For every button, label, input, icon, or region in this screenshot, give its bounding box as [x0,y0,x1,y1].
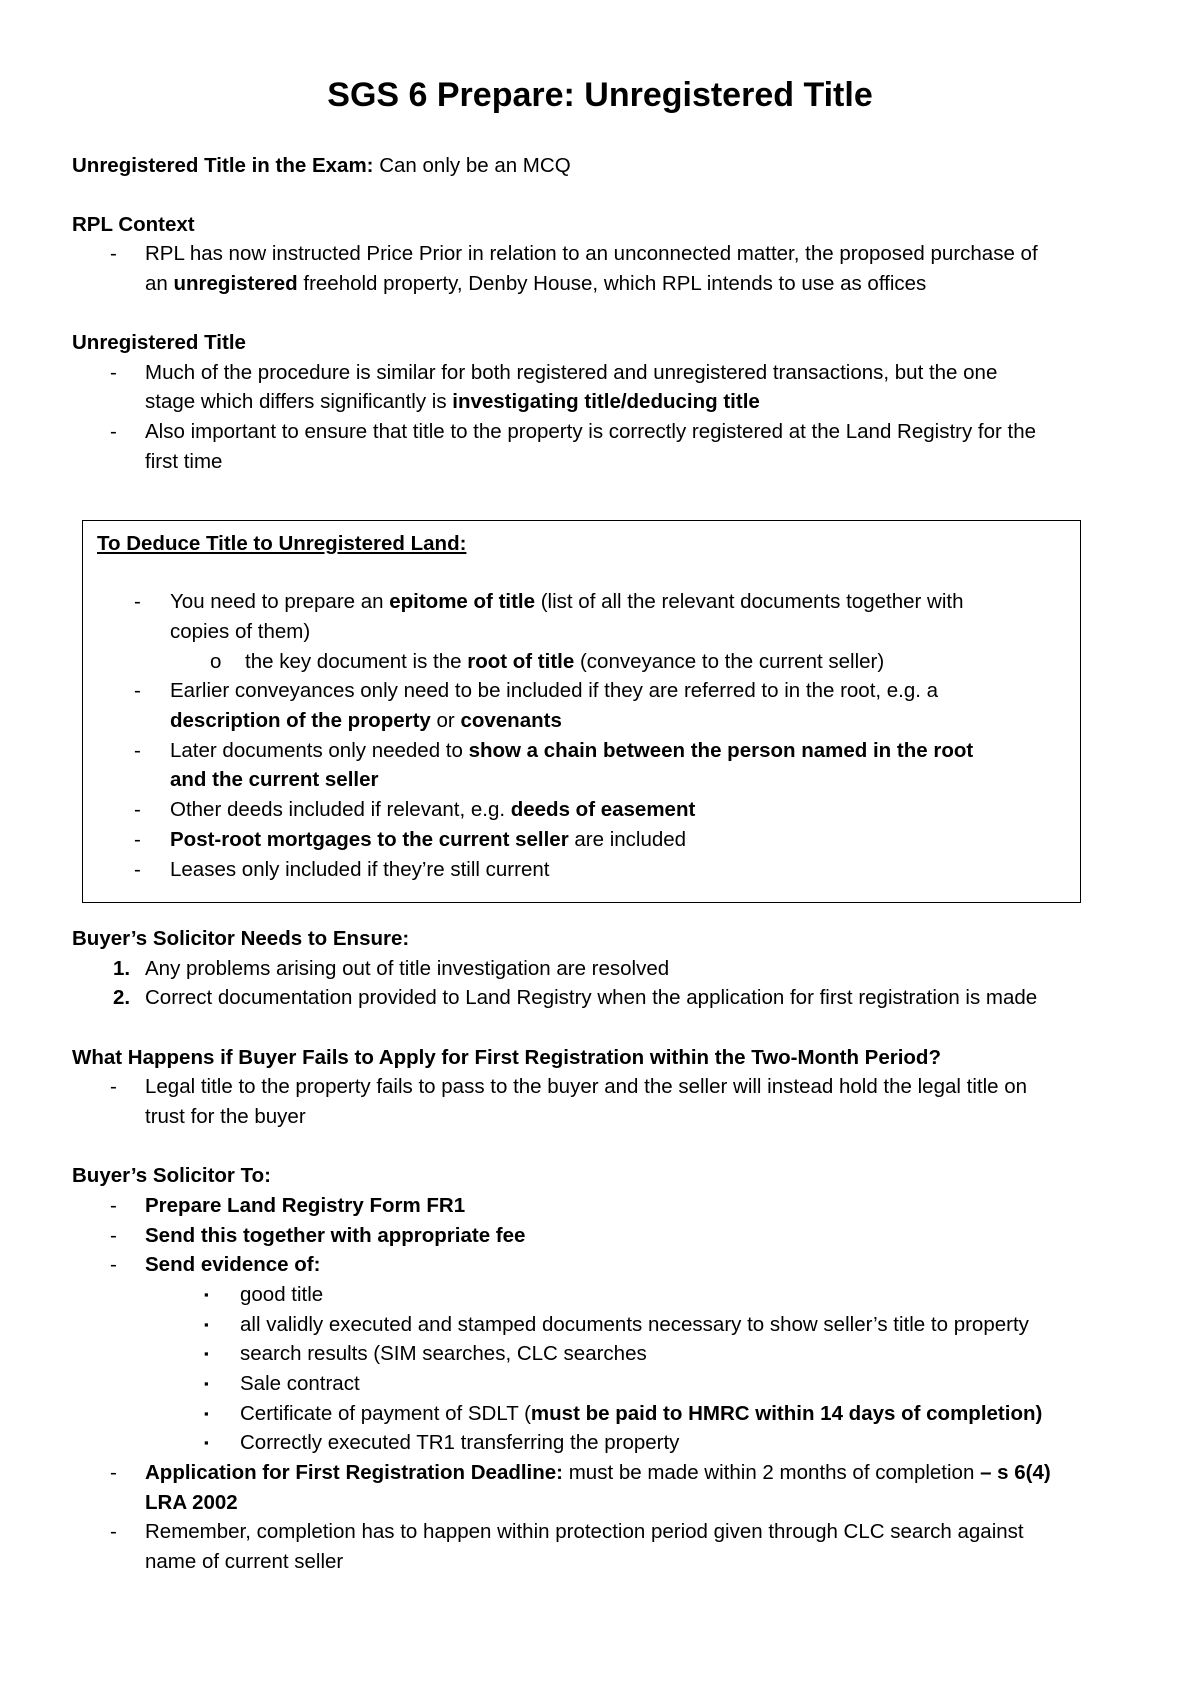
fails-heading: What Happens if Buyer Fails to Apply for First Registration within the Two-Month Period? [72,1046,941,1069]
box-item3-line1 [170,737,973,765]
box-sub1-post: (conveyance to the current seller) [574,650,885,673]
ensure-item1-text: Any problems arising out of title investigation are resolved [145,957,670,980]
box-item2-dash: - [134,679,141,702]
evidence-bullet-3: ▪ [204,1346,209,1361]
box-item2-bold2: covenants [460,709,562,732]
box-item3-line2: and the current seller [170,768,379,791]
box-sub1-bullet: o [210,650,222,673]
evidence-6: Correctly executed TR1 transferring the property [240,1431,680,1454]
deduce-box-heading: To Deduce Title to Unregistered Land: [97,532,467,555]
ut-item1-dash: - [110,361,117,384]
rpl-item1-line2-pre: an [145,272,174,295]
evidence-bullet-6: ▪ [204,1435,209,1450]
evidence-bullet-5: ▪ [204,1406,209,1421]
box-item2-line2 [170,707,562,735]
fails-item1-dash: - [110,1075,117,1098]
evidence-bullet-1: ▪ [204,1287,209,1302]
evidence-2: all validly executed and stamped documents necessary to show seller’s title to property [240,1313,1029,1336]
to-item4-mid: must be made within 2 months of completion [563,1461,981,1484]
evidence-bullet-2: ▪ [204,1317,209,1332]
rpl-item1-line2-post: freehold property, Denby House, which RPL intends to use as offices [297,272,927,295]
box-item4-pre: Other deeds included if relevant, e.g. [170,798,511,821]
to-item1-dash: - [110,1194,117,1217]
ensure-item1-num: 1. [113,957,131,980]
box-item4-dash: - [134,798,141,821]
exam-note [72,152,571,180]
to-item3-dash: - [110,1253,117,1276]
box-item3-pre: Later documents only needed to [170,739,469,762]
to-item4-line2: LRA 2002 [145,1491,238,1514]
box-item3-bold: show a chain between the person named in the root [468,739,974,762]
box-sub1-text [245,648,884,676]
ut-item1-line2 [145,388,760,416]
exam-note-label: Unregistered Title in the Exam: [72,154,374,177]
rpl-context-heading: RPL Context [72,213,195,236]
ut-item1-line2-pre: stage which differs significantly is [145,390,453,413]
box-item1-dash: - [134,590,141,613]
ensure-item2-text: Correct documentation provided to Land Registry when the application for first registration is made [145,986,1038,1009]
evidence-5 [240,1400,1042,1428]
box-item1-line2: copies of them) [170,620,311,643]
to-item4-line1 [145,1459,1051,1487]
box-item1-bold: epitome of title [389,590,536,613]
evidence-5-pre: Certificate of payment of SDLT ( [240,1402,531,1425]
exam-note-text: Can only be an MCQ [373,154,571,177]
box-item5-dash: - [134,828,141,851]
box-item4-text [170,796,695,824]
evidence-3: search results (SIM searches, CLC searches [240,1342,647,1365]
unregistered-title-heading: Unregistered Title [72,331,246,354]
rpl-item1-line2-bold: unregistered [173,272,298,295]
page-title: SGS 6 Prepare: Unregistered Title [327,76,873,114]
to-item2-dash: - [110,1224,117,1247]
box-item1-pre: You need to prepare an [170,590,390,613]
ut-item2-line1: Also important to ensure that title to the property is correctly registered at the Land Registry for the [145,420,1037,443]
box-item5-text [170,826,686,854]
evidence-4: Sale contract [240,1372,360,1395]
evidence-bullet-4: ▪ [204,1376,209,1391]
ut-item1-line2-bold: investigating title/deducing title [452,390,760,413]
ut-item2-dash: - [110,420,117,443]
box-item5-bold: Post-root mortgages to the current seller [170,828,569,851]
buyers-ensure-heading: Buyer’s Solicitor Needs to Ensure: [72,927,410,950]
to-item4-bold2: – s 6(4) [980,1461,1051,1484]
to-item4-dash: - [110,1461,117,1484]
rpl-item1-line1: RPL has now instructed Price Prior in relation to an unconnected matter, the proposed purchase of [145,242,1038,265]
ensure-item2-num: 2. [113,986,131,1009]
box-item6-text: Leases only included if they’re still current [170,858,550,881]
to-item3-text: Send evidence of: [145,1253,321,1276]
fails-item1-line2: trust for the buyer [145,1105,306,1128]
to-item5-dash: - [110,1520,117,1543]
to-item2-text: Send this together with appropriate fee [145,1224,526,1247]
box-item1-line1 [170,588,963,616]
to-item5-line2: name of current seller [145,1550,344,1573]
box-sub1-bold: root of title [467,650,575,673]
fails-item1-line1: Legal title to the property fails to pass to the buyer and the seller will instead hold the legal title on [145,1075,1028,1098]
box-item6-dash: - [134,858,141,881]
to-item4-bold: Application for First Registration Deadline: [145,1461,564,1484]
box-item5-post: are included [568,828,687,851]
box-item3-dash: - [134,739,141,762]
rpl-item1-dash: - [110,242,117,265]
to-item1-text: Prepare Land Registry Form FR1 [145,1194,466,1217]
box-item4-bold: deeds of easement [510,798,696,821]
rpl-item1-line2 [145,270,926,298]
buyers-to-heading: Buyer’s Solicitor To: [72,1164,271,1187]
evidence-5-bold: must be paid to HMRC within 14 days of completion) [530,1402,1043,1425]
evidence-1: good title [240,1283,324,1306]
box-item1-post: (list of all the relevant documents together with [535,590,964,613]
box-item2-bold1: description of the property [170,709,431,732]
ut-item2-line2: first time [145,450,223,473]
box-item2-mid: or [430,709,461,732]
box-item2-line1: Earlier conveyances only need to be included if they are referred to in the root, e.g. a [170,679,939,702]
ut-item1-line1: Much of the procedure is similar for both registered and unregistered transactions, but the one [145,361,998,384]
to-item5-line1: Remember, completion has to happen within protection period given through CLC search against [145,1520,1024,1543]
box-sub1-pre: the key document is the [245,650,468,673]
